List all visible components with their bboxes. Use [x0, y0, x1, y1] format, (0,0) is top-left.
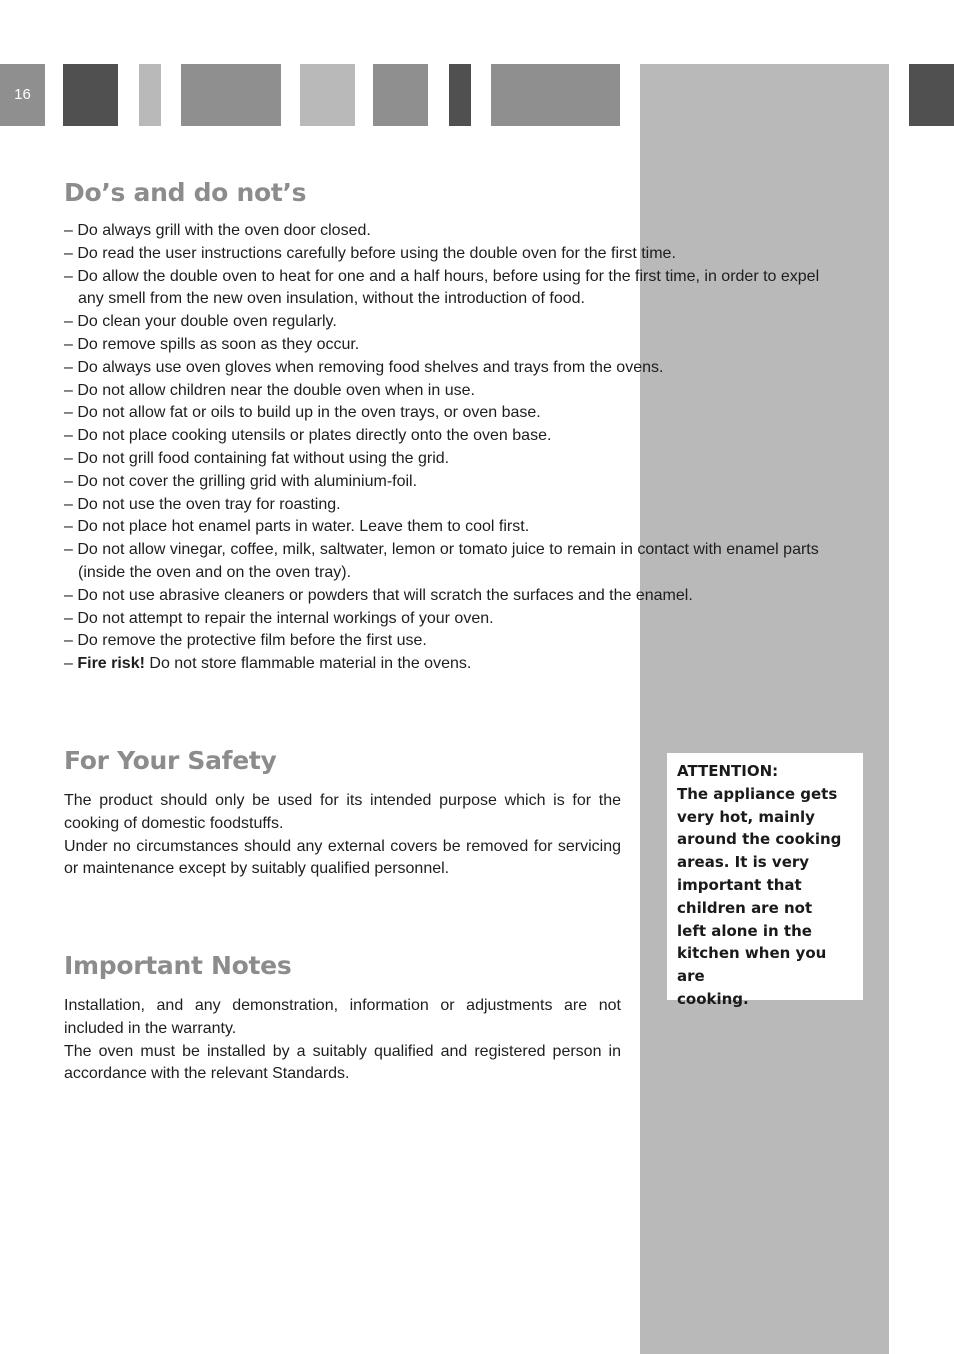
safety-paragraph: The product should only be used for its intended purpose which is for the cooking of domestic foodstuffs. [64, 792, 621, 832]
list-item-text: Do always grill with the oven door closed. [77, 222, 371, 239]
notes-heading: Important Notes [64, 951, 292, 980]
dos-list-item [64, 471, 844, 494]
list-item-text: Do read the user instructions carefully before using the double oven for the first time. [77, 244, 676, 262]
list-dash: – [64, 222, 78, 239]
safety-text [64, 790, 621, 881]
attention-box [667, 753, 863, 1008]
dos-list-item [64, 380, 844, 403]
dos-list-item [64, 357, 844, 380]
dos-list-item [64, 266, 844, 312]
list-dash: – [64, 358, 78, 376]
dos-list-item [64, 311, 844, 334]
safety-heading: For Your Safety [64, 746, 277, 775]
dos-and-donts-heading: Do’s and do not’s [64, 178, 307, 207]
list-dash: – [64, 472, 78, 490]
attention-title: ATTENTION: [677, 762, 779, 780]
list-dash: – [64, 586, 78, 604]
list-item-text: Do not place cooking utensils or plates directly onto the oven base. [77, 427, 552, 445]
list-dash: – [64, 609, 78, 627]
list-item-text: Do always use oven gloves when removing food shelves and trays from the ovens. [77, 358, 664, 376]
list-item-text: Do allow the double oven to heat for one and a half hours, before using for the first time, in order to expel any smell from the new oven insulation, without the introduction of food. [77, 267, 820, 308]
list-dash: – [64, 381, 78, 399]
dos-list-item [64, 402, 844, 425]
safety-paragraph: Under no circumstances should any external covers be removed for servicing or maintenance except by suitably qualified personnel. [64, 837, 621, 878]
list-dash: – [64, 632, 78, 650]
dos-list-item [64, 334, 844, 357]
list-dash: – [64, 244, 78, 262]
header-block-4 [300, 64, 355, 126]
header-block-5 [373, 64, 428, 126]
dos-list-item [64, 653, 844, 676]
list-item-text: Do remove spills as soon as they occur. [77, 335, 360, 353]
list-item-text: Do not use the oven tray for roasting. [77, 495, 341, 513]
list-item-text: Do not grill food containing fat without using the grid. [77, 449, 450, 467]
page-number: 16 [0, 64, 45, 126]
notes-paragraph: The oven must be installed by a suitably qualified and registered person in accordance with the relevant Standards. [64, 1042, 621, 1083]
list-dash: – [64, 427, 78, 445]
dos-list-item [64, 608, 844, 631]
list-item-text: Do not place hot enamel parts in water. Leave them to cool first. [77, 518, 530, 536]
dos-list-item [64, 516, 844, 539]
list-dash: – [64, 335, 78, 353]
list-item-text: Do not allow vinegar, coffee, milk, saltwater, lemon or tomato juice to remain in contact with enamel parts (inside the oven and on the oven tray). [77, 541, 819, 581]
list-item-text: Do not allow children near the double oven when in use. [77, 381, 475, 399]
list-item-text: Do remove the protective film before the first use. [77, 632, 427, 650]
list-dash: – [64, 655, 78, 673]
list-item-text: Do not use abrasive cleaners or powders that will scratch the surfaces and the enamel. [77, 586, 693, 604]
list-item-text: Do not allow fat or oils to build up in the oven trays, or oven base. [77, 404, 541, 422]
notes-paragraph: Installation, and any demonstration, information or adjustments are not included in the warranty. [64, 997, 621, 1037]
dos-and-donts-list [64, 220, 844, 676]
list-item-text: Do clean your double oven regularly. [77, 313, 337, 331]
dos-list-item [64, 220, 844, 243]
list-dash: – [64, 495, 78, 513]
header-block-3 [181, 64, 281, 126]
list-dash: – [64, 449, 78, 467]
list-dash: – [64, 404, 78, 422]
list-item-emphasis: Fire risk! [77, 655, 145, 673]
header-block-1 [63, 64, 118, 126]
list-dash: – [64, 541, 78, 559]
notes-text [64, 995, 621, 1086]
list-dash: – [64, 313, 78, 331]
list-item-text: Do not attempt to repair the internal workings of your oven. [77, 609, 494, 627]
list-item-text: Do not cover the grilling grid with aluminium-foil. [77, 472, 418, 490]
dos-list-item [64, 539, 844, 585]
dos-list-item [64, 425, 844, 448]
header-block-2 [139, 64, 161, 126]
header-block-7 [491, 64, 620, 126]
dos-list-item [64, 243, 844, 266]
dos-list-item [64, 494, 844, 517]
dos-list-item [64, 448, 844, 471]
attention-body: The appliance gets very hot, mainly around the cooking areas. It is very important that children are not left alone in the kitchen when you are cooking. [677, 784, 842, 1008]
dos-list-item [64, 630, 844, 653]
header-block-6 [449, 64, 471, 126]
header-block-8 [909, 64, 954, 126]
list-item-text: Do not store flammable material in the ovens. [144, 655, 472, 673]
list-dash: – [64, 518, 78, 536]
list-dash: – [64, 267, 78, 285]
dos-list-item [64, 585, 844, 608]
